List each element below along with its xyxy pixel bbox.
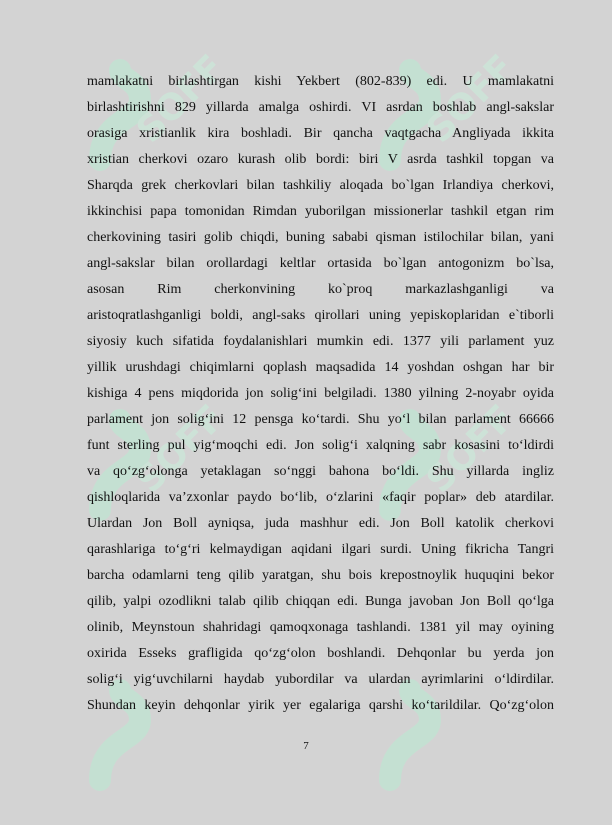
page-number: 7 xyxy=(303,740,309,752)
text-line: qarashlariga to‘g‘ri kelmaydigan aqidani ilgari surdi. Uning fikricha Tangri xyxy=(87,542,554,557)
text-line: qilib, yalpi ozodlikni talab qilib chiqqan edi. Bunga javoban Jon Boll qo‘lga xyxy=(87,594,554,609)
svg-text:SOFF: SOFF xyxy=(418,397,520,502)
text-line: va qo‘zg‘olonga yetaklagan so‘nggi bahona bo‘ldi. Shu yillarda ingliz xyxy=(87,464,554,479)
text-line: Shundan keyin dehqonlar yirik yer egalariga qarshi ko‘tarildilar. Qo‘zg‘olon xyxy=(87,698,554,713)
text-line: aristoqratlashganligi boldi, angl-saks qirollari uning yepiskoplaridan e`tiborli xyxy=(87,308,554,323)
text-line: ikkinchisi papa tomonidan Rimdan yuborilgan missionerlar tashkil etgan rim xyxy=(87,204,554,219)
svg-text:SOFF: SOFF xyxy=(418,47,520,152)
text-line: barcha odamlarni teng qilib yaratgan, shu bois krepostnoylik huquqini bekor xyxy=(87,568,554,583)
text-line: birlashtirishni 829 yillarda amalga oshirdi. VI asrdan boshlab angl-sakslar xyxy=(87,100,554,115)
text-line: parlament jon solig‘ini 12 pensga ko‘tardi. Shu yo‘l bilan parlament 66666 xyxy=(87,412,554,427)
text-line: angl-sakslar bilan orollardagi keltlar ortasida bo`lgan antogonizm bo`lsa, xyxy=(87,256,554,271)
text-line: oxirida Esseks grafligida qo‘zg‘olon boshlandi. Dehqonlar bu yerda jon xyxy=(87,646,554,661)
text-line: yillik urushdagi chiqimlarni qoplash maqsadida 14 yoshdan oshgan har bir xyxy=(87,360,554,375)
text-line: orasiga xristianlik kira boshladi. Bir qancha vaqtgacha Angliyada ikkita xyxy=(87,126,554,141)
text-line: mamlakatni birlashtirgan kishi Yekbert (802-839) edi. U mamlakatni xyxy=(87,74,554,89)
text-line: siyosiy kuch sifatida foydalanishlari mumkin edi. 1377 yili parlament yuz xyxy=(87,334,554,349)
text-line: solig‘i yig‘uvchilarni haydab yubordilar va ulardan ayrimlarini o‘ldirdilar. xyxy=(87,672,554,687)
text-line: qishloqlarida va’zxonlar paydo bo‘lib, o‘zlarini «faqir poplar» deb atardilar. xyxy=(87,490,554,505)
text-line: cherkovining tasiri golib chiqdi, buning sababi qisman istilochilar bilan, yani xyxy=(87,230,554,245)
text-line: funt sterling pul yig‘moqchi edi. Jon solig‘i xalqning sabr kosasini to‘ldirdi xyxy=(87,438,554,453)
text-line: olinib, Meynstoun shahridagi qamoqxonaga tashlandi. 1381 yil may oyining xyxy=(87,620,554,635)
text-line: Sharqda grek cherkovlari bilan tashkiliy aloqada bo`lgan Irlandiya cherkovi, xyxy=(87,178,554,193)
text-line: xristian cherkovi ozaro kurash olib bordi: biri V asrda tashkil topgan va xyxy=(87,152,554,167)
svg-text:SOFF: SOFF xyxy=(128,47,230,152)
svg-text:SOFF: SOFF xyxy=(128,397,230,502)
text-line: Ulardan Jon Boll ayniqsa, juda mashhur edi. Jon Boll katolik cherkovi xyxy=(87,516,554,531)
text-line: kishiga 4 pens miqdorida jon solig‘ini belgiladi. 1380 yilning 2-noyabr oyida xyxy=(87,386,554,401)
body-text xyxy=(87,69,554,719)
text-line: asosan Rim cherkonvining ko`proq markazlashganligi va xyxy=(87,282,554,297)
